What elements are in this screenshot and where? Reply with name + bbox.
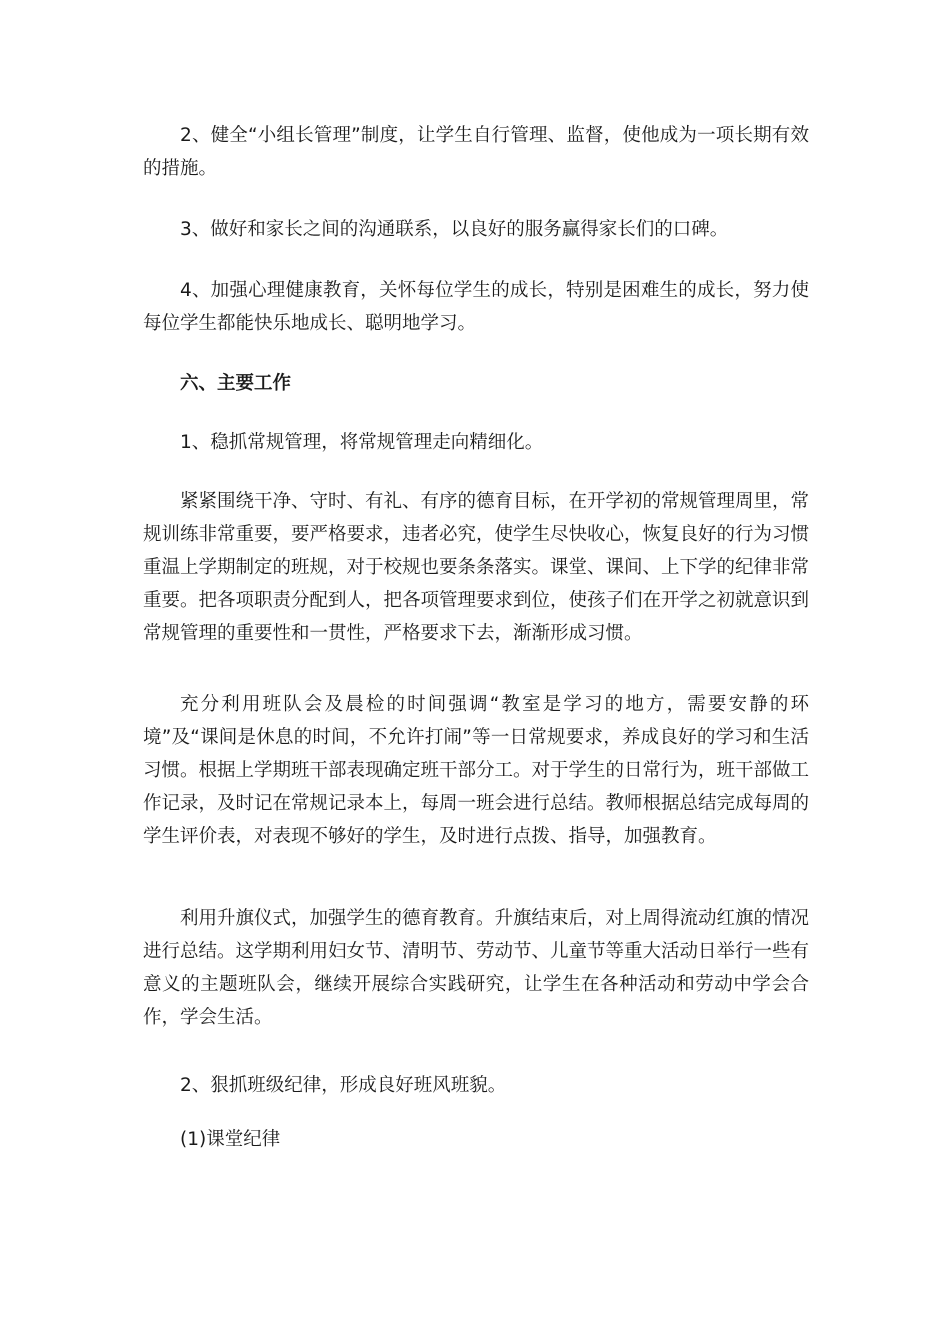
paragraph-flag-ceremony: 利用升旗仪式，加强学生的德育教育。升旗结束后，对上周得流动红旗的情况进行总结。这学期利用妇女节、清明节、劳动节、儿童节等重大活动日举行一些有意义的主题班队会，继续开展综合实践研究，让学生在各种活动和劳动中学会合作，学会生活。	[143, 908, 810, 1028]
paragraph-item-3-parent-communication: 3、做好和家长之间的沟通联系，以良好的服务赢得家长们的口碑。	[180, 219, 729, 240]
paragraph-routine-details: 紧紧围绕干净、守时、有礼、有序的德育目标，在开学初的常规管理周里，常规训练非常重要，要严格要求，违者必究，使学生尽快收心，恢复良好的行为习惯重温上学期制定的班规，对于校规也要条条落实。课堂、课间、上下学的纪律非常重要。把各项职责分配到人，把各项管理要求到位，使孩子们在开学之初就意识到常规管理的重要性和一贯性，严格要求下去，渐渐形成习惯。	[143, 491, 810, 644]
paragraph-class-meeting: 充分利用班队会及晨检的时间强调“教室是学习的地方，需要安静的环境”及“课间是休息的时间，不允许打闹”等一日常规要求，养成良好的学习和生活习惯。根据上学期班干部表现确定班干部分工。对于学生的日常行为，班干部做工作记录，及时记在常规记录本上，每周一班会进行总结。教师根据总结完成每周的学生评价表，对表现不够好的学生，及时进行点拨、指导，加强教育。	[143, 694, 810, 847]
paragraph-item-2-class-discipline: 2、狠抓班级纪律，形成良好班风班貌。	[180, 1075, 507, 1096]
paragraph-classroom-discipline: (1)课堂纪律	[180, 1129, 281, 1150]
paragraph-item-2-group-leader: 2、健全“小组长管理”制度，让学生自行管理、监督，使他成为一项长期有效的措施。	[143, 125, 809, 179]
paragraph-item-1-routine-management: 1、稳抓常规管理，将常规管理走向精细化。	[180, 432, 544, 453]
paragraph-item-4-mental-health: 4、加强心理健康教育，关怀每位学生的成长，特别是困难生的成长，努力使每位学生都能快乐地成长、聪明地学习。	[143, 280, 809, 334]
section-heading-main-work: 六、主要工作	[180, 373, 292, 394]
